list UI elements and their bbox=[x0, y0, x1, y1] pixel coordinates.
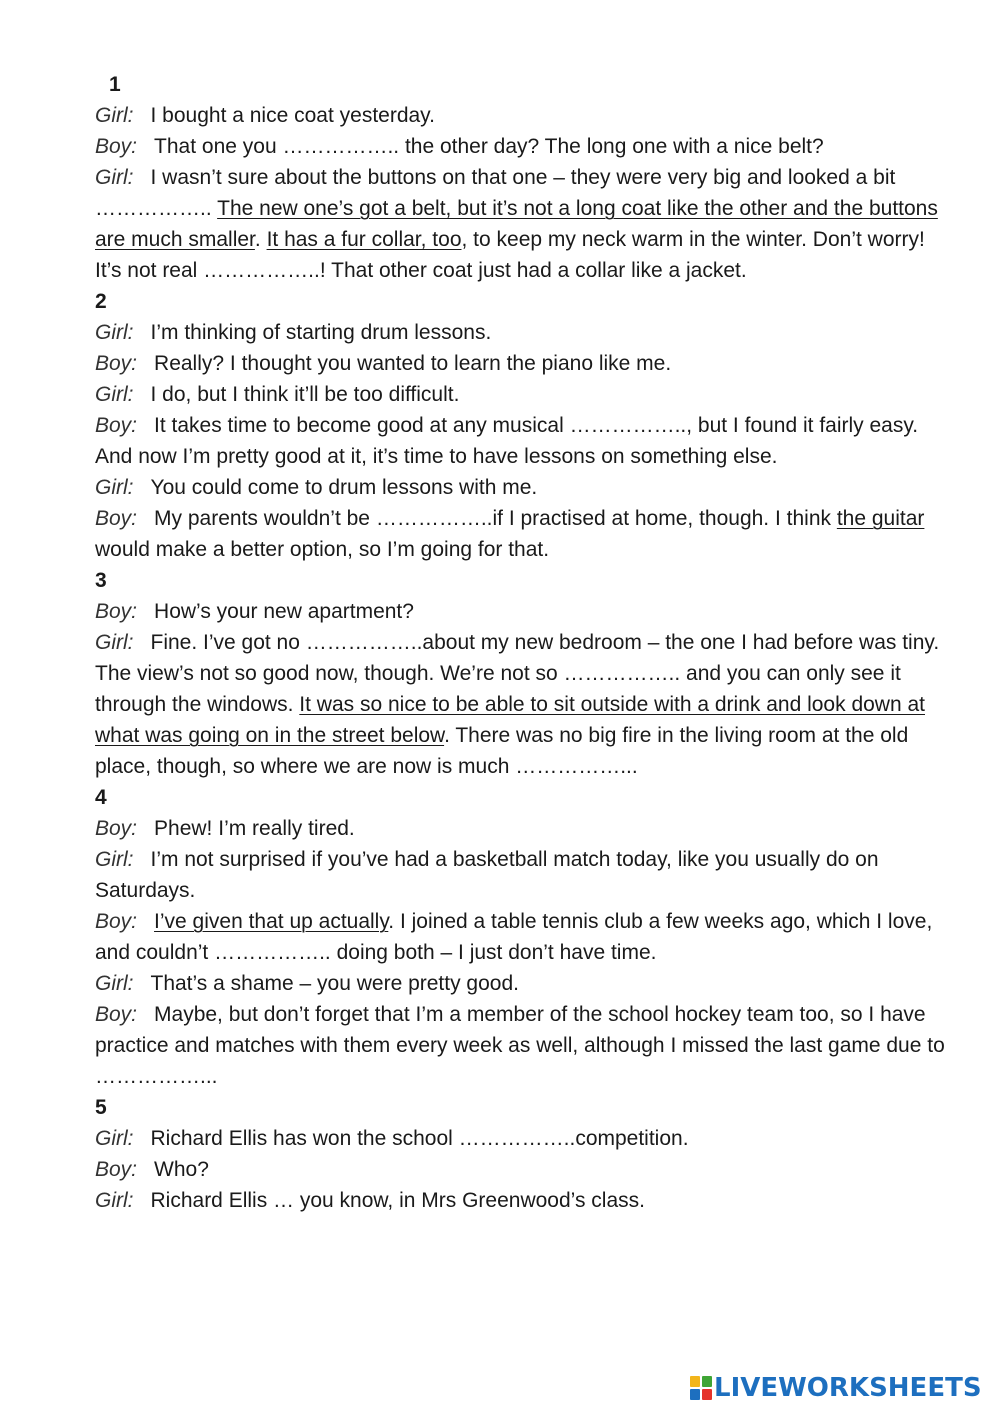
dialogue-text: Richard Ellis … you know, in Mrs Greenwood’s class. bbox=[150, 1189, 645, 1212]
dialogue-line bbox=[95, 596, 955, 627]
dialogue-text: I wasn’t sure about the buttons on that one – they were very big and looked a bit …………….. bbox=[95, 166, 896, 220]
dialogue-line bbox=[95, 472, 955, 503]
dialogue-line bbox=[95, 503, 955, 565]
speaker-label: Girl: bbox=[95, 104, 134, 127]
underlined-answer-text: It has a fur collar, too bbox=[266, 228, 462, 251]
speaker-label: Boy: bbox=[95, 135, 138, 158]
liveworksheets-logo-icon bbox=[690, 1376, 712, 1400]
dialogue-line bbox=[95, 100, 955, 131]
dialogue-line bbox=[95, 348, 955, 379]
dialogue-text: That’s a shame – you were pretty good. bbox=[150, 972, 519, 995]
dialogue-text: I’m thinking of starting drum lessons. bbox=[150, 321, 492, 344]
underlined-answer-text: The new one’s got a belt, but it’s not a long coat like the other and the buttons are much smaller bbox=[95, 197, 938, 251]
dialogue-line bbox=[95, 131, 955, 162]
dialogue-line bbox=[95, 410, 955, 472]
dialogue-text: I bought a nice coat yesterday. bbox=[150, 104, 435, 127]
dialogue-text: . bbox=[254, 228, 267, 251]
dialogue-text: How’s your new apartment? bbox=[154, 600, 414, 623]
dialogue-text: Fine. I’ve got no ……………..about my new bedroom – the one I had before was tiny. The view’s not so good now, though. We’re not so …………….. and you can only see it through the windows. bbox=[95, 631, 940, 716]
dialogue-line bbox=[95, 317, 955, 348]
speaker-label: Girl: bbox=[95, 1189, 134, 1212]
speaker-label: Boy: bbox=[95, 817, 138, 840]
speaker-label: Girl: bbox=[95, 848, 134, 871]
speaker-label: Girl: bbox=[95, 972, 134, 995]
footer-brand bbox=[690, 1374, 982, 1402]
dialogue-text: Really? I thought you wanted to learn the piano like me. bbox=[154, 352, 672, 375]
dialogue-text: It takes time to become good at any musical …………….., but I found it fairly easy. And now I’m pretty good at it, it’s time to have lessons on something else. bbox=[95, 414, 919, 468]
dialogue-text: would make a better option, so I’m going for that. bbox=[95, 538, 550, 561]
dialogue-line bbox=[95, 968, 955, 999]
dialogue-line bbox=[95, 1185, 955, 1216]
worksheet-transcript bbox=[95, 69, 955, 1216]
speaker-label: Girl: bbox=[95, 631, 134, 654]
brand-name: LIVEWORKSHEETS bbox=[714, 1373, 982, 1403]
speaker-label: Girl: bbox=[95, 321, 134, 344]
dialogue-line bbox=[95, 999, 955, 1092]
speaker-label: Boy: bbox=[95, 1158, 138, 1181]
dialogue-line bbox=[95, 1123, 955, 1154]
dialogue-text: I do, but I think it’ll be too difficult. bbox=[150, 383, 460, 406]
dialogue-line bbox=[95, 627, 955, 782]
dialogue-text: That one you …………….. the other day? The long one with a nice belt? bbox=[154, 135, 824, 158]
dialogue-text: , to keep my neck warm in the winter. Don’t worry! It’s not real ……………..! That other coat just had a collar like a jacket. bbox=[95, 228, 925, 282]
dialogue-text: . There was no big fire in the living room at the old place, though, so where we are now is much ……………... bbox=[95, 724, 909, 778]
speaker-label: Boy: bbox=[95, 1003, 138, 1026]
speaker-label: Girl: bbox=[95, 1127, 134, 1150]
underlined-answer-text: It was so nice to be able to sit outside with a drink and look down at what was going on in the street below bbox=[95, 693, 925, 747]
section-number: 3 bbox=[95, 569, 107, 592]
speaker-label: Boy: bbox=[95, 507, 138, 530]
speaker-label: Boy: bbox=[95, 910, 138, 933]
dialogue-line bbox=[95, 813, 955, 844]
section-number: 2 bbox=[95, 290, 107, 313]
section-number: 5 bbox=[95, 1096, 107, 1119]
underlined-answer-text: I’ve given that up actually bbox=[154, 910, 389, 933]
dialogue-text: My parents wouldn’t be ……………..if I practised at home, though. I think bbox=[154, 507, 837, 530]
section-number: 4 bbox=[95, 786, 107, 809]
dialogue-text: Phew! I’m really tired. bbox=[154, 817, 355, 840]
dialogue-line bbox=[95, 1154, 955, 1185]
underlined-answer-text: the guitar bbox=[836, 507, 925, 530]
speaker-label: Girl: bbox=[95, 476, 134, 499]
speaker-label: Boy: bbox=[95, 600, 138, 623]
dialogue-line bbox=[95, 162, 955, 286]
dialogue-text: Maybe, but don’t forget that I’m a member of the school hockey team too, so I have practice and matches with them every week as well, although I missed the last game due to ……………... bbox=[95, 1003, 945, 1088]
dialogue-text: Richard Ellis has won the school ……………..competition. bbox=[150, 1127, 689, 1150]
dialogue-text: I’m not surprised if you’ve had a basketball match today, like you usually do on Saturdays. bbox=[95, 848, 879, 902]
speaker-label: Boy: bbox=[95, 414, 138, 437]
speaker-label: Girl: bbox=[95, 383, 134, 406]
dialogue-text: Who? bbox=[154, 1158, 209, 1181]
speaker-label: Boy: bbox=[95, 352, 138, 375]
dialogue-text: You could come to drum lessons with me. bbox=[150, 476, 538, 499]
section-number: 1 bbox=[109, 73, 121, 96]
dialogue-text: . I joined a table tennis club a few weeks ago, which I love, and couldn’t …………….. doing both – I just don’t have time. bbox=[95, 910, 933, 964]
speaker-label: Girl: bbox=[95, 166, 134, 189]
dialogue-line bbox=[95, 379, 955, 410]
dialogue-line bbox=[95, 844, 955, 906]
dialogue-line bbox=[95, 906, 955, 968]
